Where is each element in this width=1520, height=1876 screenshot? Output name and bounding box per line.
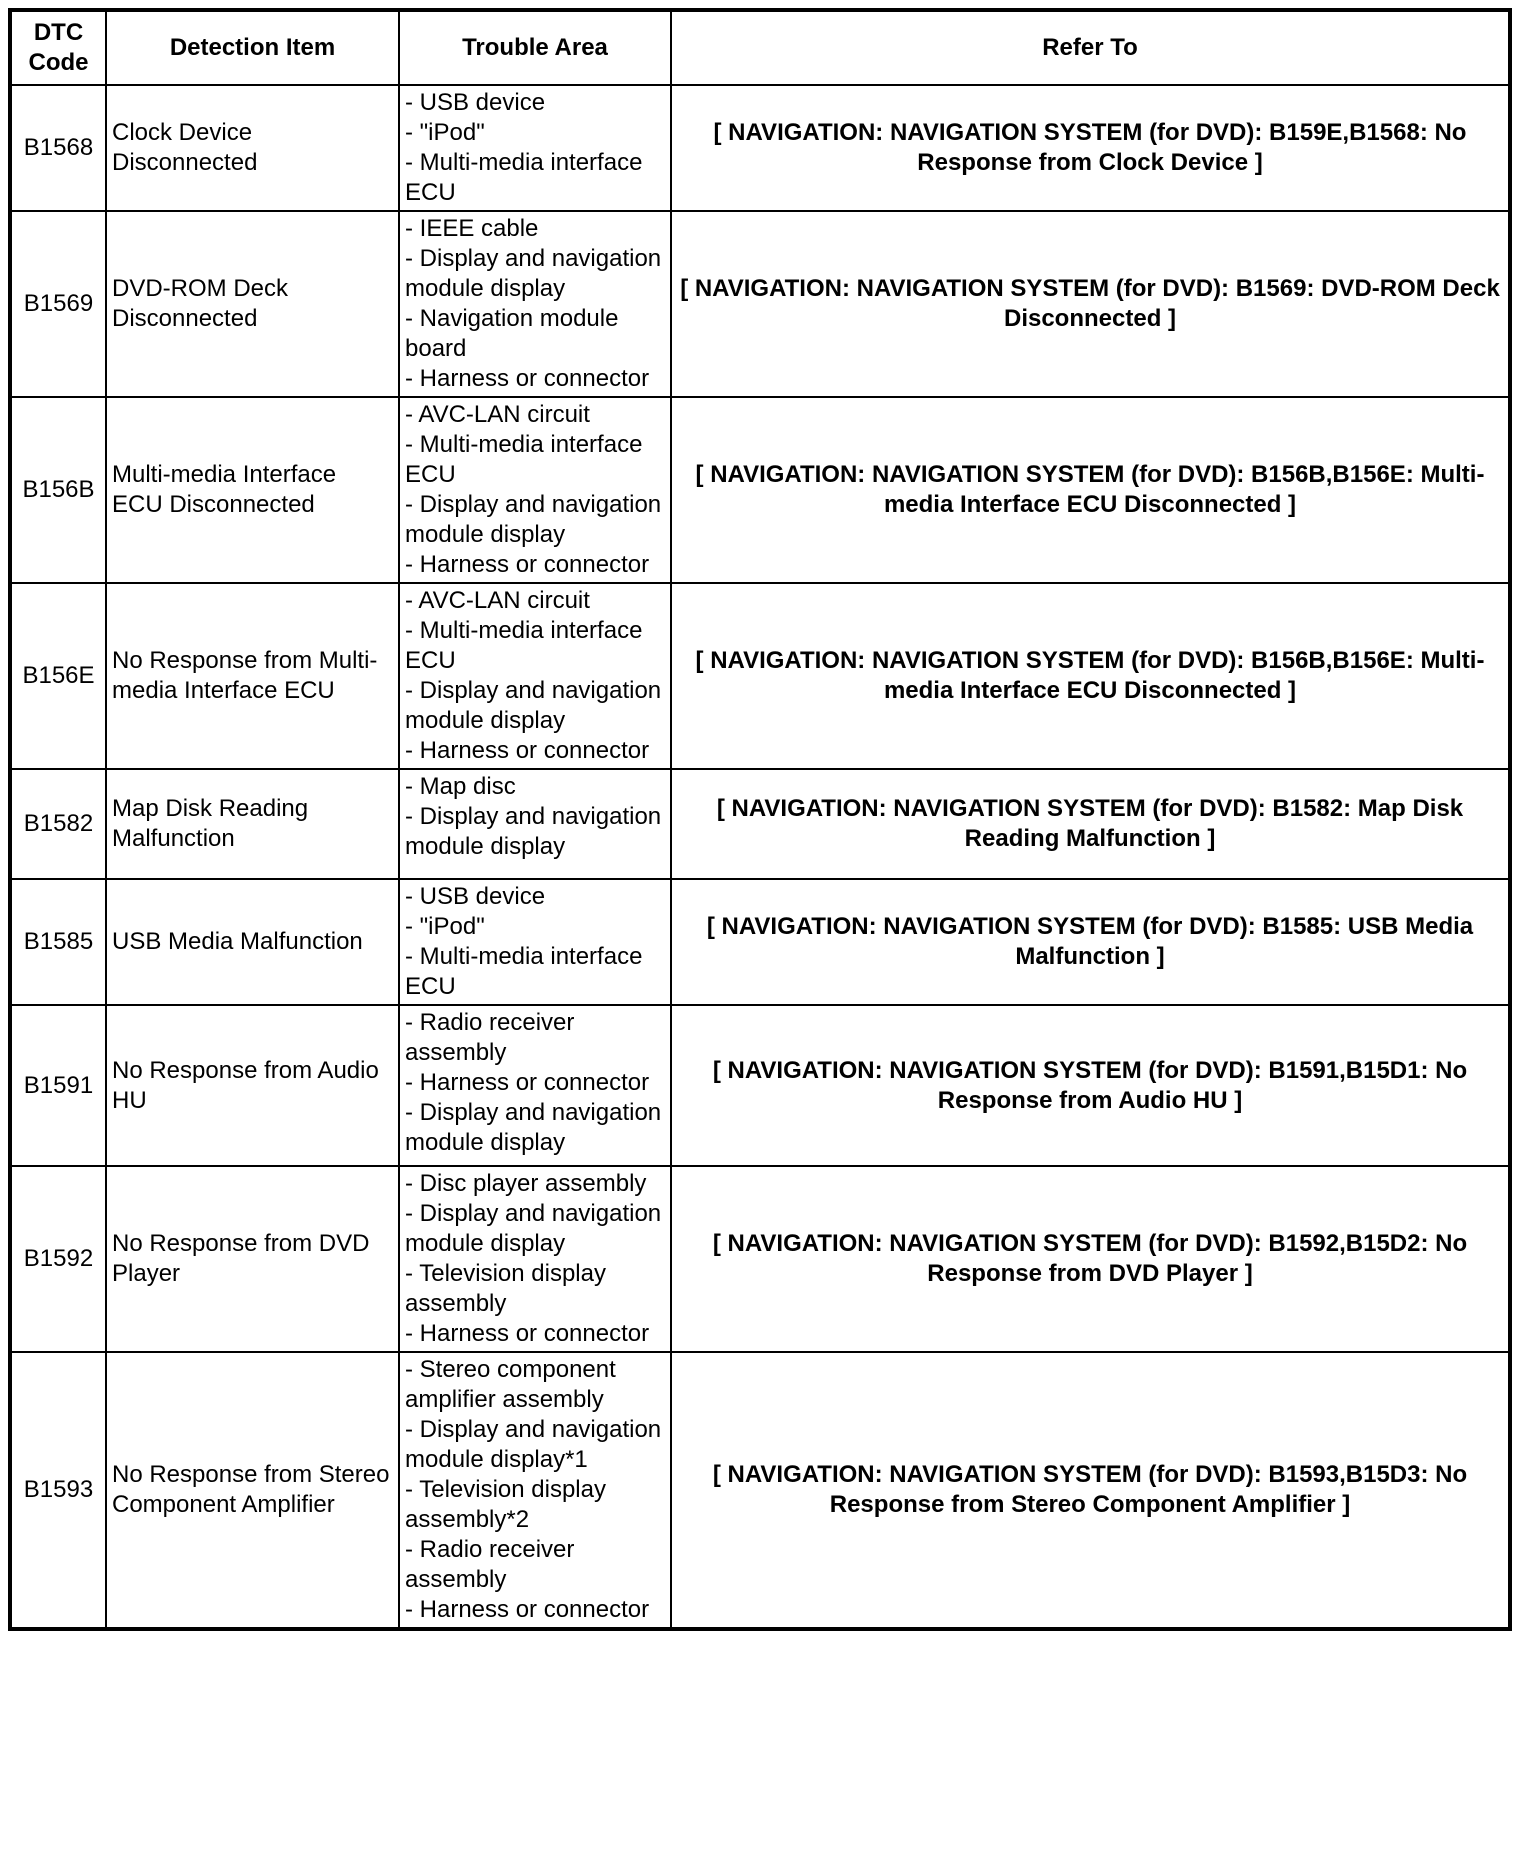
trouble-area-entry: - Multi-media interface ECU xyxy=(405,943,643,1000)
dtc-code-cell: B1592 xyxy=(10,1166,106,1352)
trouble-area-cell xyxy=(399,769,671,879)
trouble-area-entry: - Display and navigation module display*1 xyxy=(405,1416,662,1473)
dtc-code-cell: B1582 xyxy=(10,769,106,879)
detection-item-cell: Multi-media Interface ECU Disconnected xyxy=(106,397,399,583)
trouble-area-entry: - Harness or connector xyxy=(405,737,650,764)
dtc-code-cell: B1569 xyxy=(10,211,106,397)
trouble-area-entry: - IEEE cable xyxy=(405,215,539,242)
detection-item-cell: No Response from DVD Player xyxy=(106,1166,399,1352)
refer-to-link[interactable]: [ NAVIGATION: NAVIGATION SYSTEM (for DVD): B159E,B1568: No Response from Clock Device ] xyxy=(671,85,1510,211)
trouble-area-entry: - Display and navigation module display xyxy=(405,1200,662,1257)
dtc-code-cell: B156B xyxy=(10,397,106,583)
dtc-code-cell: B1585 xyxy=(10,879,106,1005)
trouble-area-cell xyxy=(399,583,671,769)
header-detection-item: Detection Item xyxy=(106,10,399,85)
detection-item-cell: No Response from Stereo Component Amplifier xyxy=(106,1352,399,1629)
trouble-area-entry: - Television display assembly*2 xyxy=(405,1476,606,1533)
trouble-area-entry: - Stereo component amplifier assembly xyxy=(405,1356,616,1413)
refer-to-link[interactable]: [ NAVIGATION: NAVIGATION SYSTEM (for DVD): B156B,B156E: Multi-media Interface ECU Disconnected ] xyxy=(671,397,1510,583)
detection-item-cell: No Response from Audio HU xyxy=(106,1005,399,1166)
table-row xyxy=(10,769,1510,879)
trouble-area-entry: - Display and navigation module display xyxy=(405,245,662,302)
dtc-code-cell: B1568 xyxy=(10,85,106,211)
trouble-area-entry: - Harness or connector xyxy=(405,551,650,578)
trouble-area-entry: - "iPod" xyxy=(405,913,485,940)
header-trouble-area: Trouble Area xyxy=(399,10,671,85)
trouble-area-entry: - Map disc xyxy=(405,773,516,800)
trouble-area-entry: - AVC-LAN circuit xyxy=(405,587,590,614)
trouble-area-entry: - Display and navigation module display xyxy=(405,803,662,860)
trouble-area-entry: - Harness or connector xyxy=(405,1069,650,1096)
trouble-area-entry: - Display and navigation module display xyxy=(405,491,662,548)
trouble-area-entry: - Disc player assembly xyxy=(405,1170,647,1197)
refer-to-link[interactable]: [ NAVIGATION: NAVIGATION SYSTEM (for DVD): B156B,B156E: Multi-media Interface ECU Disconnected ] xyxy=(671,583,1510,769)
trouble-area-entry: - Multi-media interface ECU xyxy=(405,149,643,206)
dtc-code-cell: B156E xyxy=(10,583,106,769)
dtc-code-cell: B1593 xyxy=(10,1352,106,1629)
trouble-area-cell xyxy=(399,397,671,583)
trouble-area-entry: - Radio receiver assembly xyxy=(405,1536,575,1593)
trouble-area-entry: - Display and navigation module display xyxy=(405,1099,662,1156)
trouble-area-cell xyxy=(399,1005,671,1166)
header-dtc-code: DTC Code xyxy=(10,10,106,85)
table-row xyxy=(10,397,1510,583)
trouble-area-entry: - Harness or connector xyxy=(405,365,650,392)
refer-to-link[interactable]: [ NAVIGATION: NAVIGATION SYSTEM (for DVD): B1591,B15D1: No Response from Audio HU ] xyxy=(671,1005,1510,1166)
table-row xyxy=(10,1005,1510,1166)
trouble-area-cell xyxy=(399,879,671,1005)
refer-to-link[interactable]: [ NAVIGATION: NAVIGATION SYSTEM (for DVD): B1592,B15D2: No Response from DVD Player ] xyxy=(671,1166,1510,1352)
trouble-area-cell xyxy=(399,211,671,397)
trouble-area-entry: - USB device xyxy=(405,883,546,910)
trouble-area-entry: - Radio receiver assembly xyxy=(405,1009,575,1066)
trouble-area-entry: - Harness or connector xyxy=(405,1320,650,1347)
table-row xyxy=(10,879,1510,1005)
trouble-area-entry: - Display and navigation module display xyxy=(405,677,662,734)
detection-item-cell: No Response from Multi-media Interface ECU xyxy=(106,583,399,769)
header-row xyxy=(10,10,1510,85)
dtc-table xyxy=(8,8,1512,1631)
dtc-code-cell: B1591 xyxy=(10,1005,106,1166)
refer-to-link[interactable]: [ NAVIGATION: NAVIGATION SYSTEM (for DVD): B1593,B15D3: No Response from Stereo Component Amplifier ] xyxy=(671,1352,1510,1629)
table-row xyxy=(10,1166,1510,1352)
trouble-area-cell xyxy=(399,1352,671,1629)
trouble-area-entry: - "iPod" xyxy=(405,119,485,146)
refer-to-link[interactable]: [ NAVIGATION: NAVIGATION SYSTEM (for DVD): B1585: USB Media Malfunction ] xyxy=(671,879,1510,1005)
trouble-area-entry: - AVC-LAN circuit xyxy=(405,401,590,428)
trouble-area-entry: - USB device xyxy=(405,89,546,116)
trouble-area-entry: - Multi-media interface ECU xyxy=(405,431,643,488)
refer-to-link[interactable]: [ NAVIGATION: NAVIGATION SYSTEM (for DVD): B1582: Map Disk Reading Malfunction ] xyxy=(671,769,1510,879)
detection-item-cell: USB Media Malfunction xyxy=(106,879,399,1005)
table-body xyxy=(10,85,1510,1629)
table-row xyxy=(10,583,1510,769)
table-row xyxy=(10,85,1510,211)
header-refer-to: Refer To xyxy=(671,10,1510,85)
detection-item-cell: DVD-ROM Deck Disconnected xyxy=(106,211,399,397)
trouble-area-entry: - Navigation module board xyxy=(405,305,619,362)
table-header xyxy=(10,10,1510,85)
trouble-area-cell xyxy=(399,1166,671,1352)
table-row xyxy=(10,211,1510,397)
table-row xyxy=(10,1352,1510,1629)
detection-item-cell: Map Disk Reading Malfunction xyxy=(106,769,399,879)
detection-item-cell: Clock Device Disconnected xyxy=(106,85,399,211)
refer-to-link[interactable]: [ NAVIGATION: NAVIGATION SYSTEM (for DVD): B1569: DVD-ROM Deck Disconnected ] xyxy=(671,211,1510,397)
trouble-area-entry: - Harness or connector xyxy=(405,1596,650,1623)
trouble-area-entry: - Multi-media interface ECU xyxy=(405,617,643,674)
trouble-area-cell xyxy=(399,85,671,211)
trouble-area-entry: - Television display assembly xyxy=(405,1260,606,1317)
